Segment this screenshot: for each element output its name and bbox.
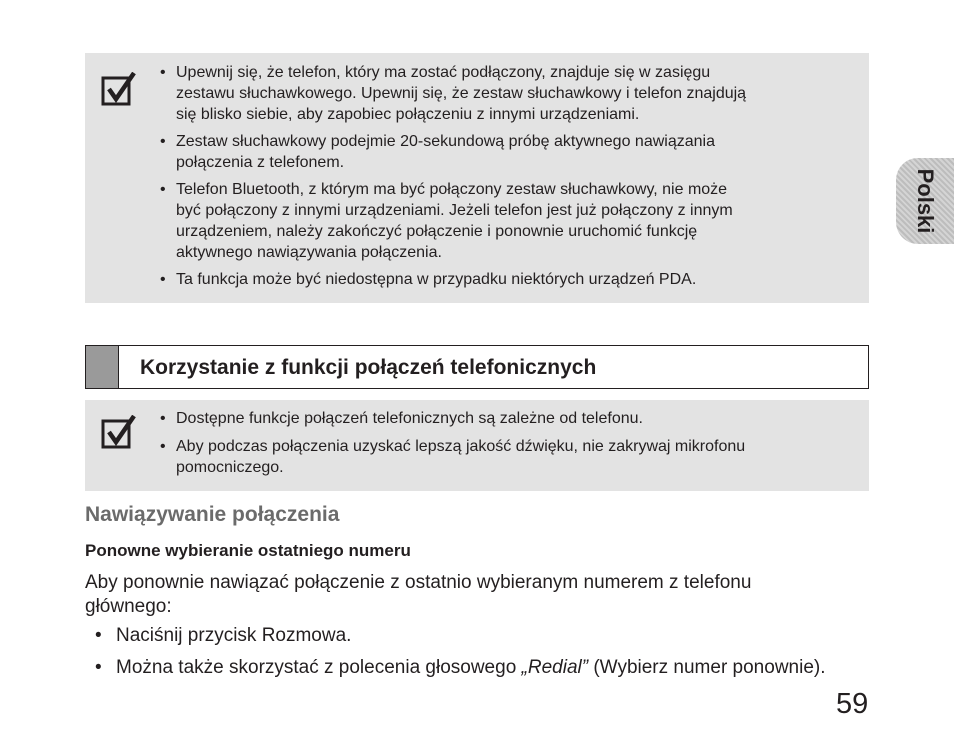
check-icon <box>101 415 137 451</box>
voice-command: „Redial” <box>521 657 589 678</box>
note-box-connection <box>85 53 869 303</box>
instruction-item: • Można także skorzystać z polecenia głosowego „Redial” (Wybierz numer ponownie). <box>85 656 875 680</box>
note-list <box>160 62 849 290</box>
note-list <box>160 408 849 478</box>
section-marker <box>86 346 119 388</box>
page-number: 59 <box>836 688 869 720</box>
instruction-list <box>85 624 875 688</box>
note-item: • Aby podczas połączenia uzyskać lepszą jakość dźwięku, nie zakrywaj mikrofonu pomocniczego. <box>160 436 849 478</box>
body-paragraph: Aby ponownie nawiązać połączenie z ostatnio wybieranym numerem z telefonu głównego: <box>85 572 752 617</box>
note-item: • Dostępne funkcje połączeń telefonicznych są zależne od telefonu. <box>160 408 849 429</box>
note-box-call-functions <box>85 400 869 491</box>
section-header <box>85 345 869 389</box>
check-icon <box>101 72 137 108</box>
topic-heading: Ponowne wybieranie ostatniego numeru <box>85 541 411 560</box>
note-item: • Telefon Bluetooth, z którym ma być połączony zestaw słuchawkowy, nie może być połączony z innymi urządzeniami. Jeżeli telefon jest już połączony z innym urządzeniem, należy zakończyć połączenie i ponownie uruchomić funkcję aktywnego nawiązywania połączenia. <box>160 179 849 263</box>
note-item: • Ta funkcja może być niedostępna w przypadku niektórych urządzeń PDA. <box>160 269 849 290</box>
note-item: • Zestaw słuchawkowy podejmie 20-sekundową próbę aktywnego nawiązania połączenia z telefonem. <box>160 131 849 173</box>
language-tab <box>896 158 954 244</box>
note-item: • Upewnij się, że telefon, który ma zostać podłączony, znajduje się w zasięgu zestawu słuchawkowego. Upewnij się, że zestaw słuchawkowy i telefon znajdują się blisko siebie, aby zapobiec połączeniu z innymi urządzeniami. <box>160 62 849 125</box>
language-tab-label: Polski <box>913 168 938 234</box>
section-title: Korzystanie z funkcji połączeń telefonicznych <box>140 356 597 379</box>
instruction-item: • Naciśnij przycisk Rozmowa. <box>85 624 875 648</box>
subsection-heading: Nawiązywanie połączenia <box>85 503 340 526</box>
